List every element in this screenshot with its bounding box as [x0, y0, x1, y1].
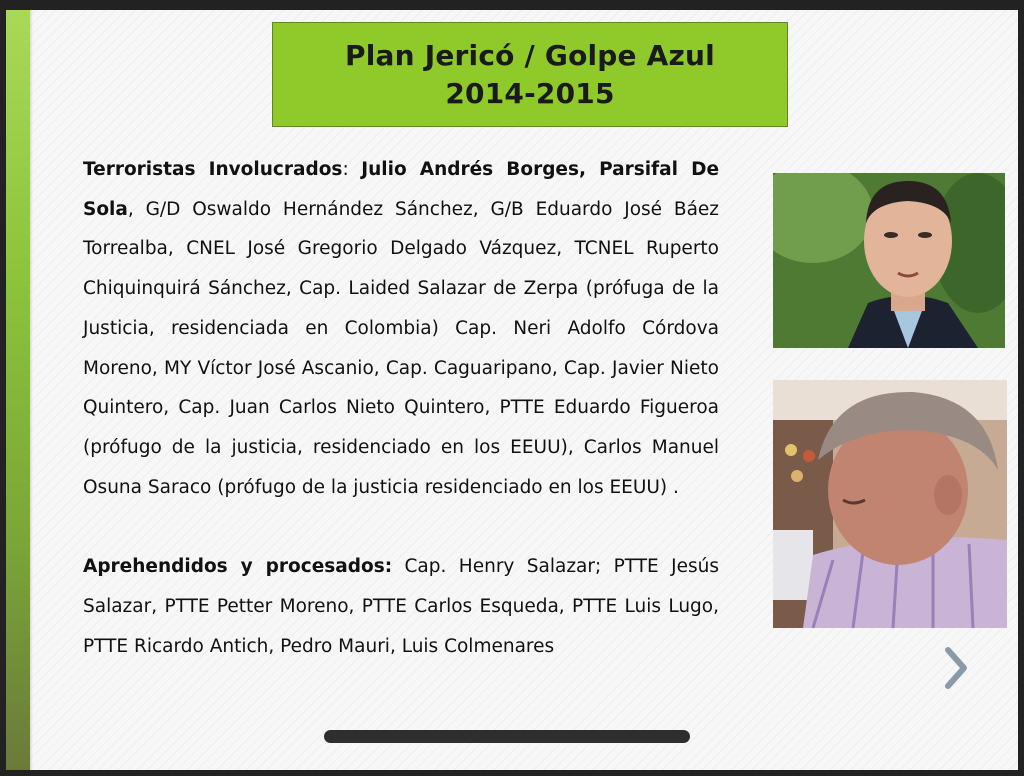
chevron-right-icon: [936, 638, 976, 698]
paragraph-terroristas-text: , G/D Oswaldo Hernández Sánchez, G/B Eduardo José Báez Torrealba, CNEL José Gregorio Delgado Vázquez, TCNEL Ruperto Chiquinquirá Sánchez, Cap. Laided Salazar de Zerpa (prófuga de la Justicia, residenciada en Colombia) Cap. Neri Adolfo Córdova Moreno, MY Víctor José Ascanio, Cap. Caguaripano, Cap. Javier Nieto Quintero, Cap. Juan Carlos Nieto Quintero, PTTE Eduardo Figueroa (prófugo de la justicia, residenciado en los EEUU), Carlos Manuel Osuna Saraco (prófugo de la justicia residenciado en los EEUU) .: [83, 198, 719, 498]
paragraph-terroristas-label: Terroristas Involucrados: [83, 159, 343, 180]
slide-accent-bar-shadow: [30, 10, 33, 770]
slide-accent-bar: [6, 10, 30, 770]
paragraph-aprehendidos-label: Aprehendidos y procesados:: [83, 556, 393, 578]
photo-portrait-1: [773, 173, 1005, 348]
photo-portrait-2: [773, 380, 1007, 628]
slide-title-box: [272, 22, 788, 127]
paragraph-terroristas-sep: :: [342, 159, 362, 180]
paragraph-aprehendidos-text: Cap. Henry Salazar; PTTE Jesús Salazar, PTTE Petter Moreno, PTTE Carlos Esqueda, PTTE Luis Lugo, PTTE Ricardo Antich, Pedro Mauri, Luis Colmenares: [83, 556, 719, 657]
slide-title: Plan Jericó / Golpe Azul: [345, 38, 715, 72]
paragraph-terroristas: [83, 150, 719, 507]
paragraph-terroristas-bold-names: Julio Andrés Borges, Parsifal De Sola: [83, 159, 719, 220]
paragraph-aprehendidos: [83, 547, 719, 666]
photo-portrait-2-graphic: [773, 380, 1007, 628]
photo-portrait-1-graphic: [773, 173, 1005, 348]
next-slide-button[interactable]: [936, 638, 976, 698]
paragraph-gap: [83, 507, 719, 547]
slide-body: [83, 150, 719, 666]
slide-subtitle-years: 2014-2015: [445, 76, 615, 110]
presentation-slide: [6, 10, 1018, 770]
home-indicator[interactable]: [324, 730, 690, 743]
